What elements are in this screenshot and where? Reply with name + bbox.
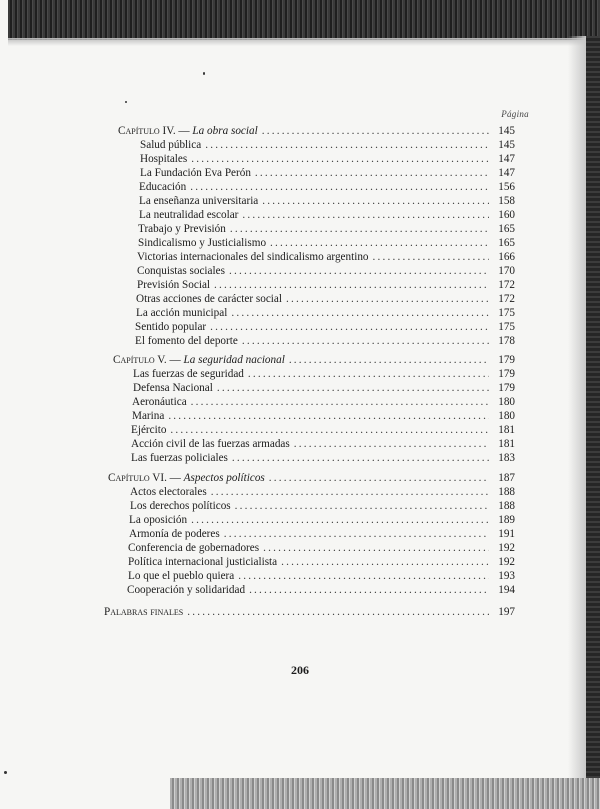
chapter-prefix: Capítulo IV. — — [118, 125, 190, 137]
section-row[interactable] — [138, 236, 515, 250]
page-number: 166 — [498, 251, 515, 263]
dot-leader — [217, 381, 489, 395]
page-number: 192 — [498, 556, 515, 568]
dot-leader — [224, 527, 489, 541]
section-label: Política internacional justicialista — [128, 556, 278, 568]
page-footer-number: 206 — [291, 663, 309, 677]
section-row[interactable] — [131, 451, 515, 465]
section-row[interactable] — [128, 555, 515, 569]
section-row[interactable] — [135, 320, 515, 334]
section-row[interactable] — [128, 569, 515, 583]
page-number: 175 — [498, 307, 515, 319]
section-row[interactable] — [128, 541, 515, 555]
page-number: 191 — [498, 528, 515, 540]
page-number: 179 — [498, 382, 515, 394]
dot-leader — [294, 437, 489, 451]
page-number: 170 — [498, 265, 515, 277]
page-number: 183 — [498, 452, 515, 464]
section-row[interactable] — [137, 278, 515, 292]
dot-leader — [262, 124, 489, 138]
section-label: Conquistas sociales — [137, 265, 225, 277]
dot-leader — [168, 409, 489, 423]
section-row[interactable] — [130, 485, 515, 499]
dot-leader — [230, 222, 489, 236]
section-row[interactable] — [140, 152, 515, 166]
page-number: 188 — [498, 500, 515, 512]
dot-leader — [289, 353, 489, 367]
page-number: 194 — [498, 584, 515, 596]
dot-leader — [210, 320, 489, 334]
section-row[interactable] — [140, 138, 515, 152]
page-number: 179 — [498, 354, 515, 366]
chapter-heading — [113, 353, 285, 367]
section-row[interactable] — [139, 194, 515, 208]
page-number: 156 — [498, 181, 515, 193]
final-label: Palabras finales — [104, 606, 184, 618]
page-number: 165 — [498, 223, 515, 235]
dot-leader — [270, 236, 489, 250]
section-label: Los derechos políticos — [130, 500, 231, 512]
section-row[interactable] — [140, 166, 515, 180]
scan-border-top — [8, 0, 600, 40]
dot-leader — [248, 367, 489, 381]
dot-leader — [242, 334, 489, 348]
section-row[interactable] — [132, 409, 515, 423]
section-label: Educación — [139, 181, 187, 193]
page-number: 188 — [498, 486, 515, 498]
chapter-row[interactable] — [108, 471, 515, 485]
chapter-row[interactable] — [113, 353, 515, 367]
section-row[interactable] — [132, 395, 515, 409]
section-row[interactable] — [136, 306, 515, 320]
dot-leader — [205, 138, 489, 152]
dot-leader — [191, 513, 489, 527]
page-number: 181 — [498, 424, 515, 436]
section-row[interactable] — [137, 250, 515, 264]
page-number: 158 — [498, 195, 515, 207]
section-label: Marina — [132, 410, 165, 422]
section-label: Lo que el pueblo quiera — [128, 570, 235, 582]
section-label: Conferencia de gobernadores — [128, 542, 260, 554]
chapter-title: Aspectos políticos — [183, 472, 265, 484]
final-row[interactable] — [104, 605, 515, 619]
page-number: 172 — [498, 293, 515, 305]
chapter-row[interactable] — [118, 124, 515, 138]
dot-leader — [211, 485, 489, 499]
dot-leader — [170, 423, 489, 437]
chapter-prefix: Capítulo VI. — — [108, 472, 181, 484]
chapter-title: La obra social — [192, 125, 258, 137]
page-number: 160 — [498, 209, 515, 221]
section-label: La Fundación Eva Perón — [140, 167, 251, 179]
dot-leader — [191, 152, 489, 166]
chapter-title: La seguridad nacional — [183, 354, 285, 366]
dot-leader — [281, 555, 489, 569]
section-label: Aeronáutica — [132, 396, 187, 408]
section-label: El fomento del deporte — [135, 335, 238, 347]
section-row[interactable] — [133, 367, 515, 381]
section-label: Sindicalismo y Justicialismo — [138, 237, 267, 249]
dot-leader — [238, 569, 489, 583]
section-row[interactable] — [133, 381, 515, 395]
page-number: 192 — [498, 542, 515, 554]
section-label: Hospitales — [140, 153, 188, 165]
section-row[interactable] — [130, 499, 515, 513]
dot-leader — [242, 208, 489, 222]
scan-shadow-right — [568, 36, 586, 796]
section-label: La neutralidad escolar — [139, 209, 239, 221]
section-label: Acción civil de las fuerzas armadas — [131, 438, 290, 450]
dot-leader — [262, 194, 489, 208]
section-row[interactable] — [137, 264, 515, 278]
scan-speck — [125, 101, 127, 103]
page-number: 145 — [498, 139, 515, 151]
page-number: 197 — [498, 606, 515, 618]
page-number: 178 — [498, 335, 515, 347]
section-label: Cooperación y solidaridad — [127, 584, 246, 596]
section-label: Actos electorales — [130, 486, 207, 498]
section-label: Victorias internacionales del sindicalismo argentino — [137, 251, 369, 263]
page-number: 145 — [498, 125, 515, 137]
dot-leader — [191, 395, 489, 409]
dot-leader — [187, 605, 489, 619]
page-number: 187 — [498, 472, 515, 484]
section-label: La acción municipal — [136, 307, 228, 319]
dot-leader — [286, 292, 489, 306]
section-row[interactable] — [131, 423, 515, 437]
section-label: Salud pública — [140, 139, 202, 151]
dot-leader — [249, 583, 489, 597]
page-number: 147 — [498, 167, 515, 179]
section-row[interactable] — [139, 208, 515, 222]
page-number: 180 — [498, 396, 515, 408]
section-row[interactable] — [129, 513, 515, 527]
section-row[interactable] — [129, 527, 515, 541]
section-label: Defensa Nacional — [133, 382, 213, 394]
section-label: Otras acciones de carácter social — [136, 293, 282, 305]
section-label: Las fuerzas policiales — [131, 452, 228, 464]
page-number: 180 — [498, 410, 515, 422]
dot-leader — [269, 471, 489, 485]
dot-leader — [229, 264, 489, 278]
scan-speck — [203, 72, 205, 75]
section-row[interactable] — [127, 583, 515, 597]
page-number: 179 — [498, 368, 515, 380]
section-row[interactable] — [135, 334, 515, 348]
page-number: 147 — [498, 153, 515, 165]
section-label: La enseñanza universitaria — [139, 195, 259, 207]
scan-border-bottom — [170, 778, 600, 809]
section-label: Ejército — [131, 424, 167, 436]
page-number: 172 — [498, 279, 515, 291]
scan-border-right — [586, 36, 600, 796]
chapter-heading — [108, 471, 265, 485]
dot-leader — [263, 541, 489, 555]
section-row[interactable] — [138, 222, 515, 236]
chapter-heading — [118, 124, 258, 138]
dot-leader — [235, 499, 489, 513]
dot-leader — [373, 250, 489, 264]
dot-leader — [232, 451, 489, 465]
section-label: La oposición — [129, 514, 188, 526]
chapter-prefix: Capítulo V. — — [113, 354, 181, 366]
page-number: 181 — [498, 438, 515, 450]
page-column-header: Página — [501, 109, 529, 119]
section-row[interactable] — [136, 292, 515, 306]
dot-leader — [190, 180, 489, 194]
dot-leader — [255, 166, 489, 180]
section-label: Trabajo y Previsión — [138, 223, 226, 235]
section-label: Armonía de poderes — [129, 528, 220, 540]
page-number: 193 — [498, 570, 515, 582]
page-number: 175 — [498, 321, 515, 333]
scan-speck — [4, 771, 7, 774]
page-number: 165 — [498, 237, 515, 249]
section-label: Las fuerzas de seguridad — [133, 368, 244, 380]
dot-leader — [214, 278, 489, 292]
page-number: 189 — [498, 514, 515, 526]
section-label: Sentido popular — [135, 321, 207, 333]
dot-leader — [231, 306, 489, 320]
section-row[interactable] — [139, 180, 515, 194]
section-label: Previsión Social — [137, 279, 211, 291]
section-row[interactable] — [131, 437, 515, 451]
